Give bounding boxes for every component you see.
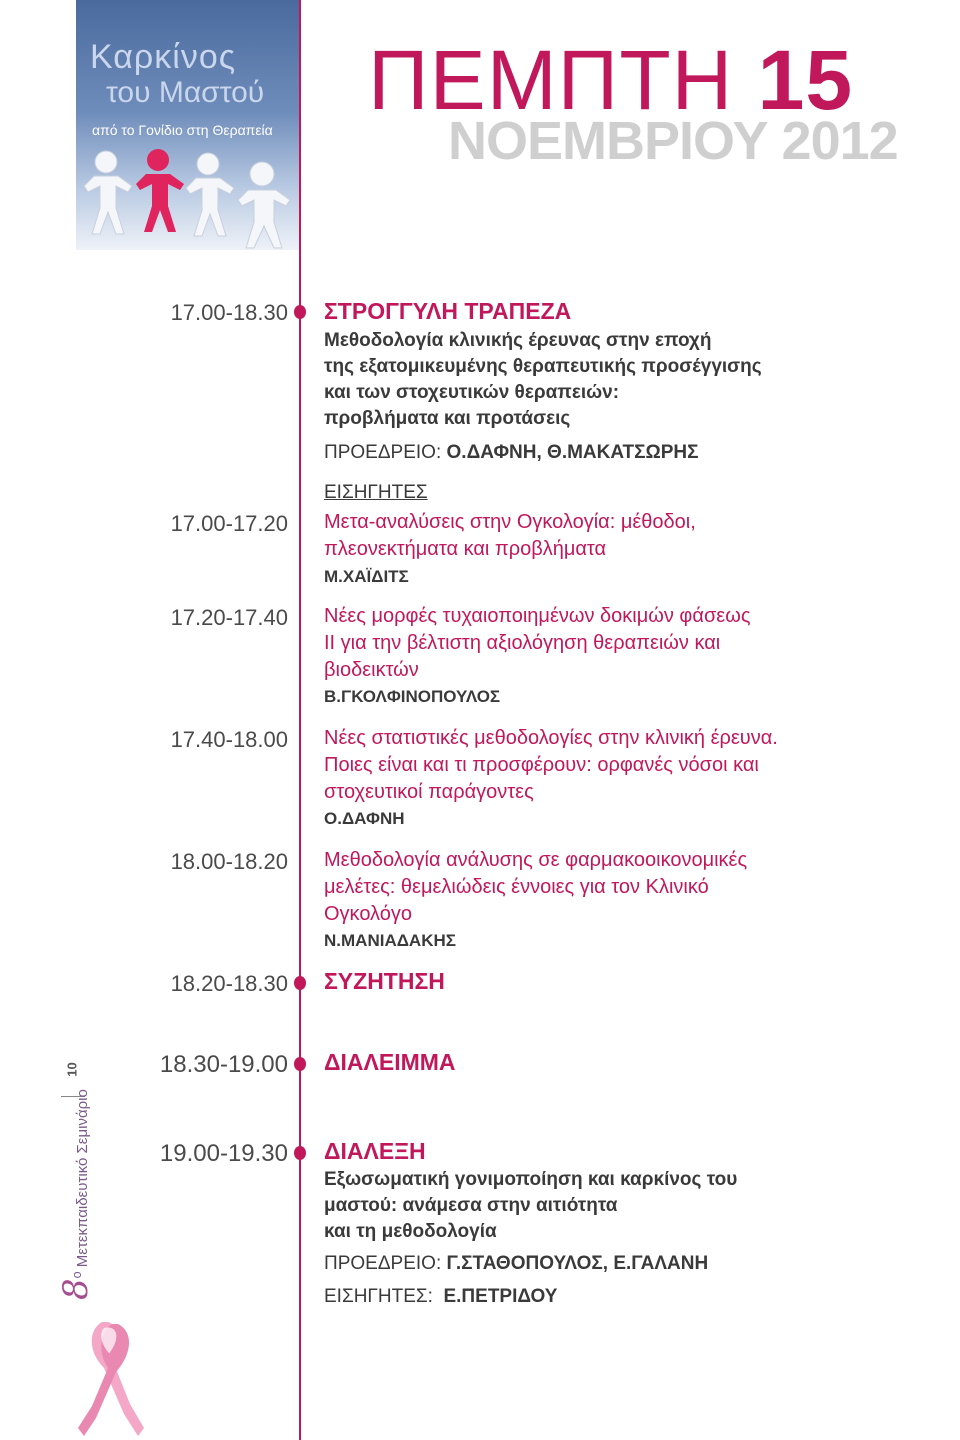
subtitle-line: προβλήματα και προτάσεις [324, 408, 571, 429]
talk-title-line: Ογκολόγο [324, 903, 412, 925]
timeline-dot [294, 1057, 306, 1071]
talk-speaker: Ο.ΔΑΦΝΗ [324, 809, 405, 828]
subtitle-line: Εξωσωματική γονιμοποίηση και καρκίνος του [324, 1169, 738, 1190]
talk-title-line: II για την βέλτιστη αξιολόγηση θεραπειών και [324, 632, 721, 654]
lecture-speakers [324, 1286, 557, 1308]
timeline-dot [294, 1146, 306, 1160]
chairs-label: ΠΡΟΕΔΡΕΙΟ: [324, 1253, 442, 1274]
timeline-dot [294, 305, 306, 319]
discussion-time: 18.20-18.30 [170, 971, 288, 996]
day-heading [368, 33, 854, 127]
round-table-title: ΣΤΡΟΓΓΥΛΗ ΤΡΑΠΕΖΑ [324, 298, 572, 324]
talk-time: 18.00-18.20 [170, 849, 288, 874]
subtitle-line: Μεθοδολογία κλινικής έρευνας στην εποχή [324, 330, 712, 351]
logo-tagline: από το Γονίδιο στη Θεραπεία [92, 122, 273, 138]
paper-dolls-icon [76, 140, 300, 250]
talk-title [324, 509, 696, 563]
subtitle-line: και τη μεθοδολογία [324, 1221, 497, 1242]
seminar-number: 8 [56, 1278, 96, 1300]
timeline-line [299, 0, 301, 1440]
talk-speaker: Β.ΓΚΟΛΦΙΝΟΠΟΥΛΟΣ [324, 687, 501, 706]
logo-line-2: του Μαστού [106, 76, 265, 109]
discussion-title: ΣΥΖΗΤΗΣΗ [324, 968, 445, 994]
seminar-title: Μετεκπαιδευτικό Σεμινάριο [74, 1089, 91, 1268]
talk-title-line: Νέες μορφές τυχαιοποιημένων δοκιμών φάσεως [324, 605, 751, 627]
day-number: 15 [757, 33, 854, 127]
lecture-chairs [324, 1253, 708, 1275]
talk-time: 17.20-17.40 [170, 605, 288, 630]
logo [76, 0, 300, 250]
subtitle-line: μαστού: ανάμεσα στην αιτιότητα [324, 1195, 618, 1216]
talk-time: 17.00-17.20 [170, 511, 288, 536]
talk-title [324, 725, 778, 806]
subtitle-line: και των στοχευτικών θεραπειών: [324, 382, 620, 403]
logo-line-1: Καρκίνος [90, 38, 237, 76]
talk-title-line: στοχευτικοί παράγοντες [324, 781, 534, 803]
talk-title [324, 847, 747, 928]
talk-time: 17.40-18.00 [170, 727, 288, 752]
subtitle-line: της εξατομικευμένης θεραπευτικής προσέγγισης [324, 356, 762, 377]
chairs-names: Ο.ΔΑΦΝΗ, Θ.ΜΑΚΑΤΣΩΡΗΣ [446, 442, 699, 463]
pink-ribbon-icon [78, 1318, 148, 1440]
lecture-subtitle [324, 1167, 737, 1245]
round-table-time: 17.00-18.30 [170, 300, 288, 325]
talk-speaker: Μ.ΧΑΪΔΙΤΣ [324, 567, 409, 586]
lecture-time: 19.00-19.30 [159, 1140, 288, 1167]
speakers-label: ΕΙΣΗΓΗΤΕΣ [324, 482, 428, 503]
month-year-heading: ΝΟΕΜΒΡΙΟΥ 2012 [448, 111, 898, 171]
seminar-ordinal: ο [70, 1271, 84, 1279]
lecture-title: ΔΙΑΛΕΞΗ [324, 1138, 426, 1164]
day-word: ΠΕΜΠΤΗ [368, 33, 734, 127]
break-time: 18.30-19.00 [159, 1051, 288, 1078]
talk-title-line: πλεονεκτήματα και προβλήματα [324, 538, 607, 560]
round-table-subtitle [324, 328, 762, 432]
timeline-dot [294, 976, 306, 990]
chairs-names: Γ.ΣΤΑΘΟΠΟΥΛΟΣ, Ε.ΓΑΛΑΝΗ [446, 1253, 709, 1274]
round-table-chairs [324, 442, 699, 464]
break-title: ΔΙΑΛΕΙΜΜΑ [324, 1049, 456, 1075]
chairs-label: ΠΡΟΕΔΡΕΙΟ: [324, 442, 442, 463]
talk-title-line: μελέτες: θεμελιώδεις έννοιες για τον Κλινικό [324, 876, 709, 898]
seminar-name [56, 1050, 96, 1300]
talk-speaker: Ν.ΜΑΝΙΑΔΑΚΗΣ [324, 931, 456, 950]
page-number: 10 [64, 1062, 80, 1077]
talk-title-line: Μεθοδολογία ανάλυσης σε φαρμακοοικονομικές [324, 849, 748, 871]
talk-title-line: Ποιες είναι και τι προσφέρουν: ορφανές νόσοι και [324, 754, 759, 776]
talk-title-line: Μετα-αναλύσεις στην Ογκολογία: μέθοδοι, [324, 511, 696, 533]
talk-title [324, 603, 750, 684]
talk-title-line: Νέες στατιστικές μεθοδολογίες στην κλινική έρευνα. [324, 727, 778, 749]
talk-title-line: βιοδεικτών [324, 659, 419, 681]
speakers-names: Ε.ΠΕΤΡΙΔΟΥ [443, 1286, 558, 1307]
speakers-label: ΕΙΣΗΓΗΤΕΣ: [324, 1286, 433, 1307]
seminar-side-label [56, 1040, 96, 1310]
